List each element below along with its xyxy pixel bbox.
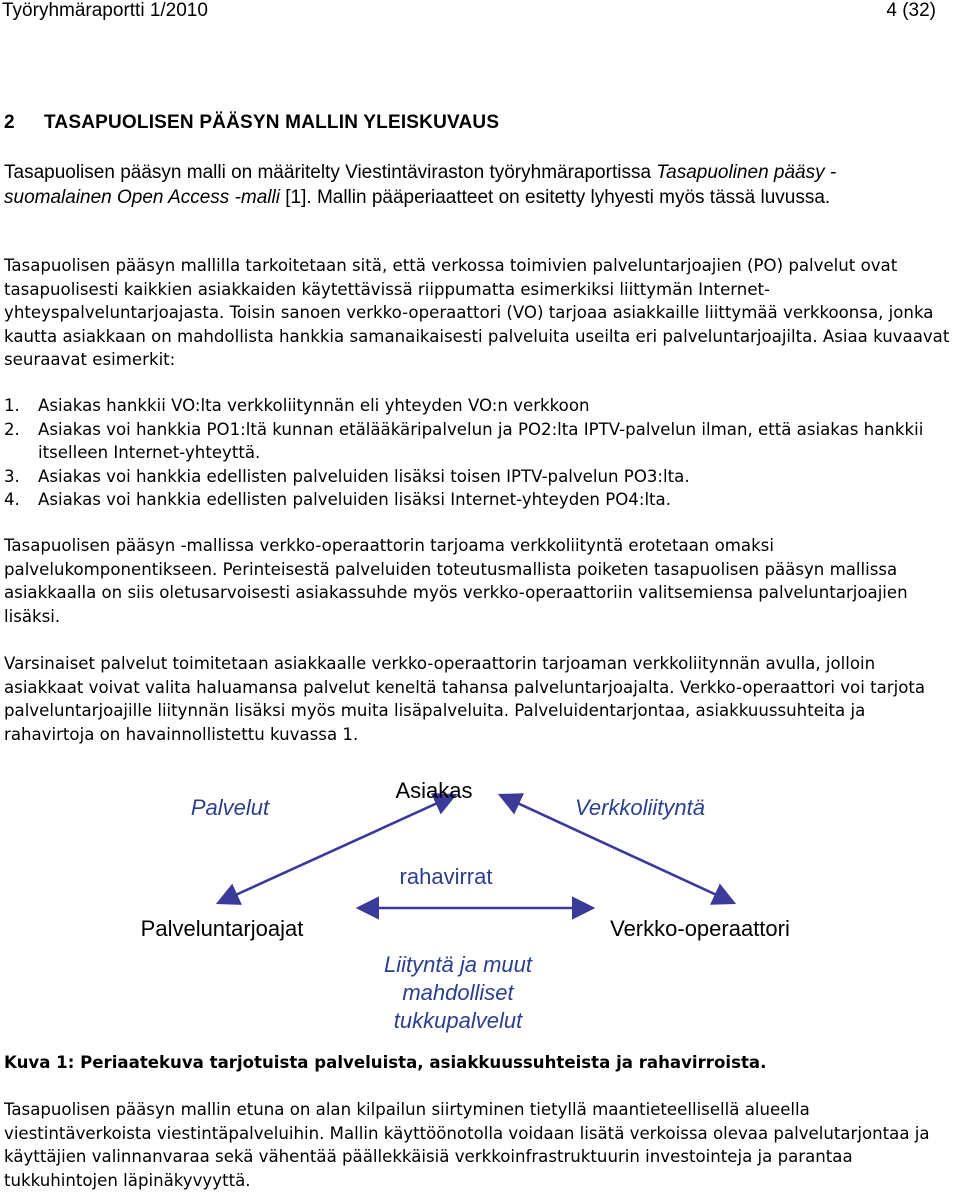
liitynta-label-line2: mahdolliset (402, 980, 514, 1005)
definition-paragraph: Tasapuolisen pääsyn mallilla tarkoitetaan sitä, että verkossa toimivien palveluntarjoajien (PO) palvelut ovat tasapuolisesti kaikkien asiakkaiden käytettävissä riippumatta esimerkiksi liittymän Internet-yhteyspalveluntarjoajasta. Toisin sanoen verkko-operaattori (VO) tarjoaa asiakkaille liittymää verkkoonsa, jonka kautta asiakkaan on mahdollista hankkia samanaikaisesti palveluita useilta eri palveluntarjoajilta. Asiaa kuvaavat seuraavat esimerkit: (4, 256, 950, 369)
section-number: 2 (4, 112, 15, 133)
liitynta-label-line3: tukkupalvelut (393, 1008, 523, 1033)
list-item-number: 3. (4, 466, 20, 486)
intro-report-name: Tasapuolinen pääsy - suomalainen Open Access -malli (4, 162, 837, 208)
page-header (0, 0, 960, 24)
list-item (4, 465, 956, 489)
report-title: Työryhmäraportti 1/2010 (2, 0, 208, 21)
intro-text-b: [1]. Mallin pääperiaatteet on esitetty lyhyesti myös tässä luvussa. (279, 187, 831, 208)
intro-text-a: Tasapuolisen pääsyn malli on määritelty Viestintäviraston työryhmäraportissa (4, 162, 657, 183)
list-item-text: Asiakas voi hankkia edellisten palveluiden lisäksi Internet-yhteyden PO4:lta. (38, 490, 672, 509)
liitynta-label-line1: Liityntä ja muut (384, 952, 532, 977)
list-item-text: Asiakas hankkii VO:lta verkkoliitynnän eli yhteyden VO:n verkkoon (38, 396, 590, 415)
services-paragraph: Varsinaiset palvelut toimitetaan asiakkaalle verkko-operaattorin tarjoaman verkkoliitynnän avulla, jolloin asiakkaat voivat valita haluamansa palvelut keneltä tahansa palveluntarjoajalta. Verkko-operaattori voi tarjota palveluntarjoajille liitynnän lisäksi myös muita lisäpalveluita. Palveluidentarjontaa, asiakkuussuhteita ja rahavirtoja on havainnollistettu kuvassa 1. (4, 654, 926, 744)
rahavirrat-label: rahavirrat (399, 864, 493, 889)
figure-caption: Kuva 1: Periaatekuva tarjotuista palveluista, asiakkuussuhteista ja rahavirroista. (4, 1053, 767, 1072)
list-item (4, 488, 956, 512)
verkkoliitynta-label: Verkkoliityntä (574, 795, 706, 820)
list-item-number: 1. (4, 396, 20, 415)
palveluntarjoajat-label: Palveluntarjoajat (140, 916, 304, 941)
intro-paragraph (4, 160, 944, 210)
list-item-number: 4. (4, 490, 20, 509)
list-item-number: 2. (4, 419, 20, 439)
list-item (4, 394, 956, 418)
relationship-diagram (0, 760, 960, 1045)
component-paragraph: Tasapuolisen pääsyn -mallissa verkko-operaattorin tarjoama verkkoliityntä erotetaan omaksi palvelukomponentikseen. Perinteisestä palveluiden toteutusmallista poiketen tasapuolisen pääsyn mallissa asiakkaalla on siis oletusarvoisesti asiakassuhde myös verkko-operaattoriin valitsemiensa palveluntarjoajien lisäksi. (4, 536, 908, 626)
asiakas-label: Asiakas (395, 778, 473, 803)
example-list (4, 394, 956, 512)
palvelut-label: Palvelut (190, 795, 270, 820)
benefits-paragraph: Tasapuolisen pääsyn mallin etuna on alan kilpailun siirtyminen tietyllä maantieteellisellä alueella viestintäverkoista viestintäpalveluihin. Mallin käyttöönotolla voidaan lisätä verkoissa olevaa palvelutarjontaa ja käyttäjien valinnanvaraa sekä vähentää päällekkäisiä verkkoinfrastruktuurin investointeja ja parantaa tukkuhintojen läpinäkyvyyttä. (4, 1100, 930, 1190)
verkko-operaattori-label: Verkko-operaattori (610, 916, 790, 941)
section-title: TASAPUOLISEN PÄÄSYN MALLIN YLEISKUVAUS (44, 112, 500, 133)
list-item-text: Asiakas voi hankkia PO1:ltä kunnan etälääkäripalvelun ja PO2:lta IPTV-palvelun ilman, että asiakas hankkii itselleen Internet-yhteyttä. (38, 419, 924, 462)
page-number: 4 (32) (886, 0, 936, 21)
section-heading (4, 112, 499, 134)
list-item (4, 418, 956, 465)
list-item-text: Asiakas voi hankkia edellisten palveluiden lisäksi toisen IPTV-palvelun PO3:lta. (38, 466, 690, 486)
